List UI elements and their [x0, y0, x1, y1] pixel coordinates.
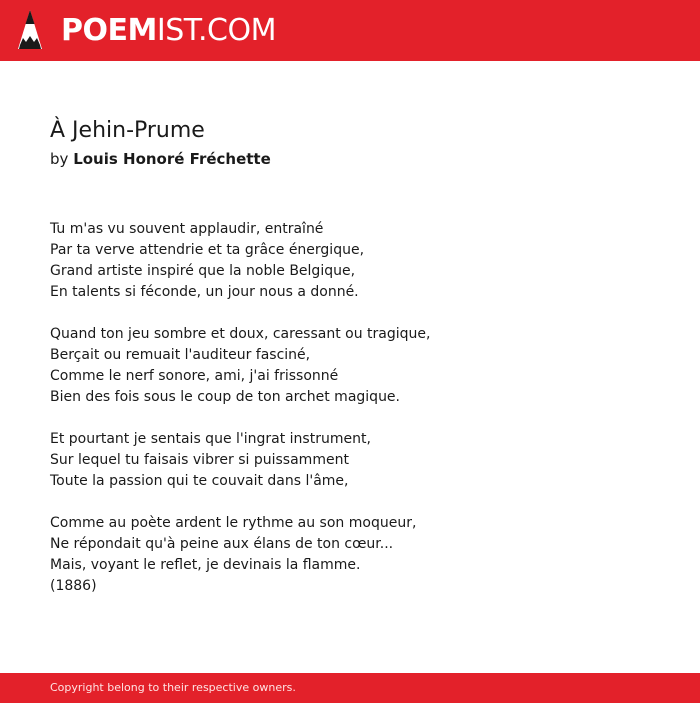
byline — [50, 148, 271, 170]
poem-line: Tu m'as vu souvent applaudir, entraîné — [50, 221, 324, 237]
poem-year: (1886) — [50, 578, 97, 594]
poem-line: Toute la passion qui te couvait dans l'âme, — [50, 473, 349, 489]
poem-line: En talents si féconde, un jour nous a donné. — [50, 284, 359, 300]
site-logo[interactable] — [61, 11, 276, 51]
poem-line: Comme au poète ardent le rythme au son moqueur, — [50, 515, 417, 531]
poem-line: Grand artiste inspiré que la noble Belgique, — [50, 263, 356, 279]
site-footer — [0, 673, 700, 703]
stanza-break — [50, 492, 430, 513]
site-header — [0, 0, 700, 61]
poem-body — [50, 219, 430, 597]
poem-line: Mais, voyant le reflet, je devinais la flamme. — [50, 557, 361, 573]
logo-light-text: IST.COM — [156, 13, 276, 48]
poem-title: À Jehin-Prume — [50, 118, 205, 143]
poem-line: Berçait ou remuait l'auditeur fasciné, — [50, 347, 311, 363]
poem-line: Comme le nerf sonore, ami, j'ai frissonné — [50, 368, 339, 384]
copyright-text: Copyright belong to their respective owners. — [50, 681, 296, 694]
stanza-break — [50, 408, 430, 429]
poem-line: Sur lequel tu faisais vibrer si puissamment — [50, 452, 349, 468]
logo-bold-text: POEM — [61, 13, 157, 48]
pencil-tip-icon[interactable] — [17, 9, 43, 51]
byline-prefix: by — [50, 150, 69, 168]
poem-line: Quand ton jeu sombre et doux, caressant ou tragique, — [50, 326, 431, 342]
poem-line: Ne répondait qu'à peine aux élans de ton cœur... — [50, 536, 394, 552]
poem-line: Bien des fois sous le coup de ton archet magique. — [50, 389, 400, 405]
author-name[interactable]: Louis Honoré Fréchette — [73, 150, 271, 168]
poem-line: Et pourtant je sentais que l'ingrat instrument, — [50, 431, 371, 447]
poem-line: Par ta verve attendrie et ta grâce énergique, — [50, 242, 365, 258]
stanza-break — [50, 303, 430, 324]
